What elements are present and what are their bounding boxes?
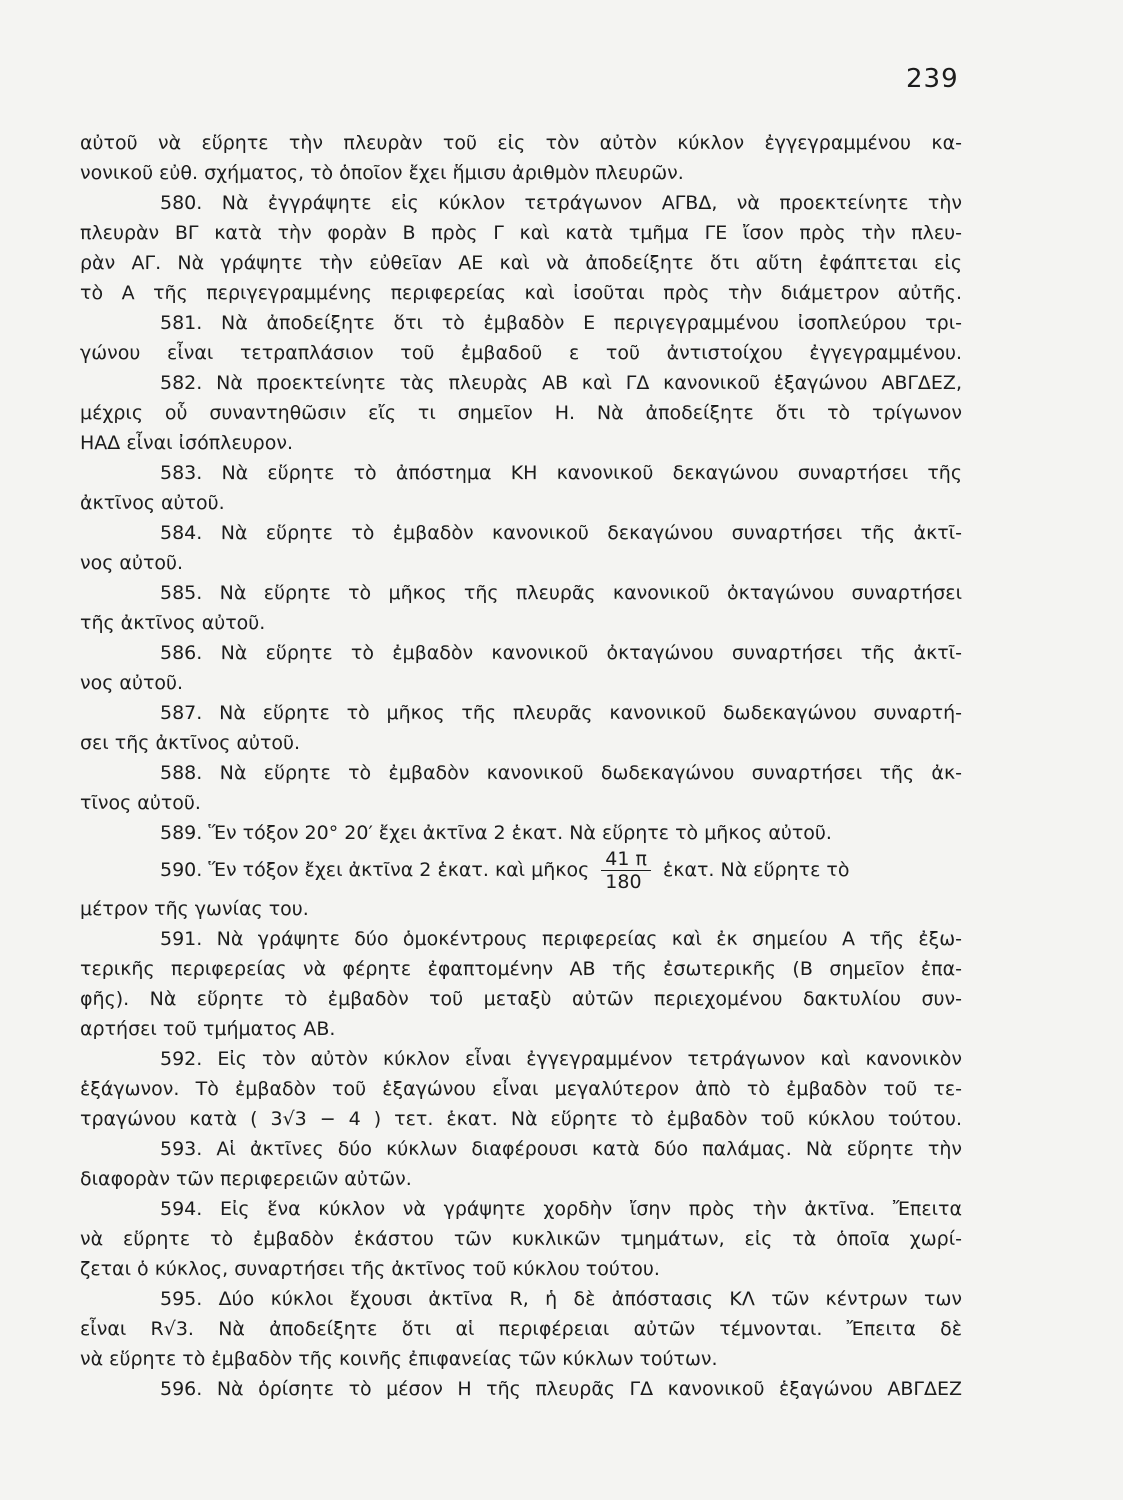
text-line: μέχρις οὗ συναντηθῶσιν εἴς τι σημεῖον Η. Νὰ ἀποδείξητε ὅτι τὸ τρίγωνον bbox=[80, 402, 962, 424]
exercise-text bbox=[80, 128, 962, 1404]
exercise-590 bbox=[80, 848, 962, 894]
text-line: φῆς). Νὰ εὕρητε τὸ ἐμβαδὸν τοῦ μεταξὺ αὐτῶν περιεχομένου δακτυλίου συν- bbox=[80, 988, 962, 1010]
text-line: γώνου εἶναι τετραπλάσιον τοῦ ἐμβαδοῦ ε τοῦ ἀντιστοίχου ἐγγεγραμμένου. bbox=[80, 342, 962, 364]
text-line: νὰ εὕρητε τὸ ἐμβαδὸν ἑκάστου τῶν κυκλικῶν τμημάτων, εἰς τὰ ὁποῖα χωρί- bbox=[80, 1228, 962, 1250]
text-line: αὐτοῦ νὰ εὕρητε τὴν πλευρὰν τοῦ εἰς τὸν αὐτὸν κύκλον ἐγγεγραμμένου κα- bbox=[80, 132, 962, 154]
page-number: 239 bbox=[906, 64, 959, 94]
text-line: τῆς ἀκτῖνος αὐτοῦ. bbox=[80, 612, 266, 634]
text-line: σει τῆς ἀκτῖνος αὐτοῦ. bbox=[80, 732, 301, 754]
exercise-582: 582. Νὰ προεκτείνητε τὰς πλευρὰς ΑΒ καὶ ΓΔ κανονικοῦ ἑξαγώνου ΑΒΓΔΕΖ, bbox=[160, 372, 962, 394]
exercise-585: 585. Νὰ εὕρητε τὸ μῆκος τῆς πλευρᾶς κανονικοῦ ὀκταγώνου συναρτήσει bbox=[160, 582, 962, 604]
text-line: τερικῆς περιφερείας νὰ φέρητε ἐφαπτομένην ΑΒ τῆς ἐσωτερικῆς (Β σημεῖον ἐπα- bbox=[80, 958, 962, 980]
exercise-581: 581. Νὰ ἀποδείξητε ὅτι τὸ ἐμβαδὸν Ε περιγεγραμμένου ἰσοπλεύρου τρι- bbox=[160, 312, 962, 334]
exercise-587: 587. Νὰ εὕρητε τὸ μῆκος τῆς πλευρᾶς κανονικοῦ δωδεκαγώνου συναρτή- bbox=[160, 702, 962, 724]
text-line: τραγώνου κατὰ ( 3√3 − 4 ) τετ. ἑκατ. Νὰ εὕρητε τὸ ἐμβαδὸν τοῦ κύκλου τούτου. bbox=[80, 1108, 962, 1130]
exercise-589: 589. Ἕν τόξον 20° 20′ ἔχει ἀκτῖνα 2 ἑκατ. Νὰ εὕρητε τὸ μῆκος αὐτοῦ. bbox=[160, 822, 832, 844]
exercise-580: 580. Νὰ ἐγγράψητε εἰς κύκλον τετράγωνον ΑΓΒΔ, νὰ προεκτείνητε τὴν bbox=[160, 192, 962, 214]
text-line: ΗΑΔ εἶναι ἰσόπλευρον. bbox=[80, 432, 294, 454]
exercise-590-text: 590. Ἕν τόξον ἔχει ἀκτῖνα 2 ἑκατ. καὶ μῆκος bbox=[160, 859, 590, 881]
exercise-588: 588. Νὰ εὕρητε τὸ ἐμβαδὸν κανονικοῦ δωδεκαγώνου συναρτήσει τῆς ἀκ- bbox=[160, 762, 962, 784]
text-line: διαφορὰν τῶν περιφερειῶν αὐτῶν. bbox=[80, 1168, 412, 1190]
text-line: νος αὐτοῦ. bbox=[80, 552, 184, 574]
text-line: ζεται ὁ κύκλος, συναρτήσει τῆς ἀκτῖνος τοῦ κύκλου τούτου. bbox=[80, 1258, 660, 1280]
exercise-586: 586. Νὰ εὕρητε τὸ ἐμβαδὸν κανονικοῦ ὀκταγώνου συναρτήσει τῆς ἀκτῖ- bbox=[160, 642, 962, 664]
fraction bbox=[601, 848, 651, 893]
exercise-593: 593. Αἱ ἀκτῖνες δύο κύκλων διαφέρουσι κατὰ δύο παλάμας. Νὰ εὕρητε τὴν bbox=[160, 1138, 962, 1160]
text-line: ἑξάγωνον. Τὸ ἐμβαδὸν τοῦ ἑξαγώνου εἶναι μεγαλύτερον ἀπὸ τὸ ἐμβαδὸν τοῦ τε- bbox=[80, 1078, 962, 1100]
exercise-591: 591. Νὰ γράψητε δύο ὁμοκέντρους περιφερείας καὶ ἐκ σημείου Α τῆς ἐξω- bbox=[160, 928, 962, 950]
exercise-596: 596. Νὰ ὁρίσητε τὸ μέσον Η τῆς πλευρᾶς ΓΔ κανονικοῦ ἑξαγώνου ΑΒΓΔΕΖ bbox=[160, 1378, 962, 1400]
text-line: μέτρον τῆς γωνίας του. bbox=[80, 898, 309, 920]
text-line: αρτήσει τοῦ τμήματος ΑΒ. bbox=[80, 1018, 336, 1040]
exercise-590-text-end: ἑκατ. Νὰ εὕρητε τὸ bbox=[663, 859, 850, 881]
text-line: τὸ Α τῆς περιγεγραμμένης περιφερείας καὶ ἰσοῦται πρὸς τὴν διάμετρον αὐτῆς. bbox=[80, 282, 962, 304]
fraction-numerator: 41 π bbox=[601, 848, 651, 871]
text-line: νὰ εὕρητε τὸ ἐμβαδὸν τῆς κοινῆς ἐπιφανείας τῶν κύκλων τούτων. bbox=[80, 1348, 718, 1370]
exercise-594: 594. Εἰς ἕνα κύκλον νὰ γράψητε χορδὴν ἴσην πρὸς τὴν ἀκτῖνα. Ἔπειτα bbox=[160, 1198, 962, 1220]
exercise-583: 583. Νὰ εὕρητε τὸ ἀπόστημα ΚΗ κανονικοῦ δεκαγώνου συναρτήσει τῆς bbox=[160, 462, 962, 484]
text-line: ἀκτῖνος αὐτοῦ. bbox=[80, 492, 225, 514]
text-line: νονικοῦ εὐθ. σχήματος, τὸ ὁποῖον ἔχει ἥμισυ ἀριθμὸν πλευρῶν. bbox=[80, 162, 684, 184]
text-line: τῖνος αὐτοῦ. bbox=[80, 792, 201, 814]
exercise-595: 595. Δύο κύκλοι ἔχουσι ἀκτῖνα R, ἡ δὲ ἀπόστασις ΚΛ τῶν κέντρων των bbox=[160, 1288, 962, 1310]
text-line: εἶναι R√3. Νὰ ἀποδείξητε ὅτι αἱ περιφέρειαι αὐτῶν τέμνονται. Ἔπειτα δὲ bbox=[80, 1318, 962, 1340]
exercise-592: 592. Εἰς τὸν αὐτὸν κύκλον εἶναι ἐγγεγραμμένον τετράγωνον καὶ κανονικὸν bbox=[160, 1048, 962, 1070]
text-line: ρὰν ΑΓ. Νὰ γράψητε τὴν εὐθεῖαν ΑΕ καὶ νὰ ἀποδείξητε ὅτι αὕτη ἐφάπτεται εἰς bbox=[80, 252, 962, 274]
fraction-denominator: 180 bbox=[605, 871, 642, 893]
exercise-584: 584. Νὰ εὕρητε τὸ ἐμβαδὸν κανονικοῦ δεκαγώνου συναρτήσει τῆς ἀκτῖ- bbox=[160, 522, 962, 544]
text-line: πλευρὰν ΒΓ κατὰ τὴν φορὰν Β πρὸς Γ καὶ κατὰ τμῆμα ΓΕ ἴσον πρὸς τὴν πλευ- bbox=[80, 222, 962, 244]
text-line: νος αὐτοῦ. bbox=[80, 672, 184, 694]
